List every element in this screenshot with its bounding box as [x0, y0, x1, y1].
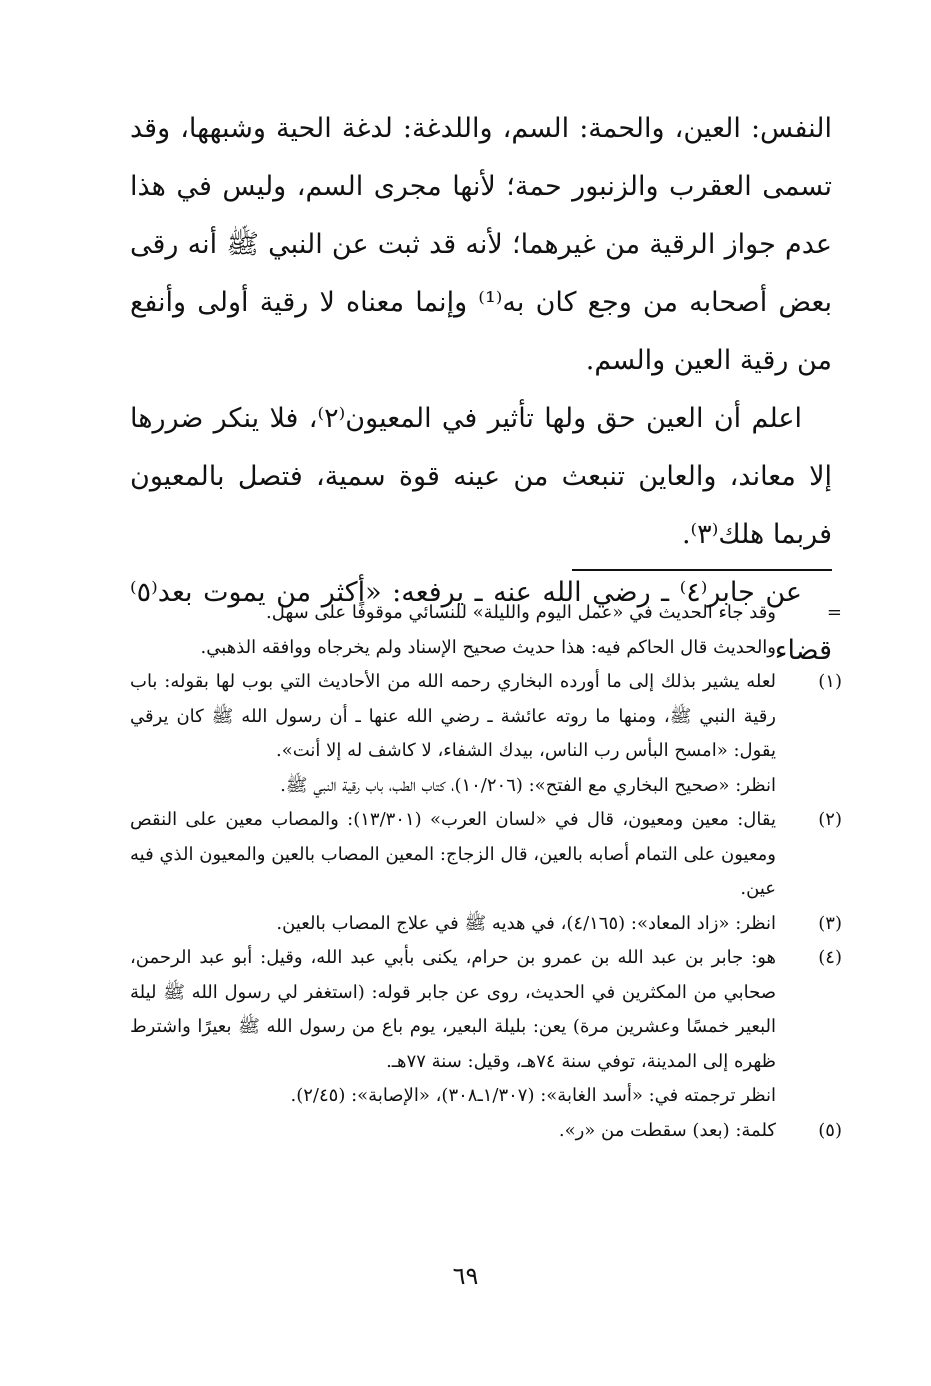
- footnote-text: كلمة: (بعد) سقطت من «ر».: [558, 1119, 776, 1141]
- footnote-text: يقال: معين ومعيون، قال في «لسان العرب» (١٣/٣٠١): والمصاب معين على النقص ومعيون على التمام أصابه بالعين، قال الزجاج: المعين المصاب بالعين والمعيون الذي فيه عين.: [130, 809, 776, 899]
- footnote-number: (٣): [818, 912, 842, 934]
- continuation-line-1: وقد جاء الحديث في «عمل اليوم والليلة» للنسائي موقوفًا على سهل.: [265, 602, 776, 623]
- footnote-text: لعله يشير بذلك إلى ما أورده البخاري رحمه الله من الأحاديث التي بوب لها بقوله: باب رقية النبي ﷺ، ومنها ما روته عائشة ـ رضي الله عنها ـ أن رسول الله ﷺ كان يرقي يقول: «امسح البأس رب الناس، بيدك الشفاء، لا كاشف له إلا أنت».: [130, 671, 776, 761]
- footnote-text: انظر: «زاد المعاد»: (٤/١٦٥)، في هديه ﷺ في علاج المصاب بالعين.: [276, 912, 776, 934]
- footnote-number: (٤): [818, 947, 842, 968]
- footnote-text: هو: جابر بن عبد الله بن عمرو بن حرام، يكنى بأبي عبد الله، وقيل: أبو عبد الرحمن، صحابي من المكثرين في الحديث، روى عن جابر قوله: (استغفر لي رسول الله ﷺ ليلة البعير خمسًا وعشرين مرة) يعن: بليلة البعير، يوم باع من رسول الله ﷺ بعيرًا واشترط ظهره إلى المدينة، توفي سنة ٧٤هـ، وقيل: سنة ٧٧هـ.: [130, 947, 776, 1072]
- footnote-separator: [572, 569, 832, 571]
- footnote-1: [130, 665, 842, 803]
- footnote-5: [130, 1114, 842, 1149]
- continuation-mark: =: [826, 602, 842, 623]
- footnote-continuation: [130, 596, 842, 631]
- paragraph-3: عن جابر⁽٤⁾ ـ رضي الله عنه ـ يرفعه: «أكثر من يموت بعد⁽٥⁾ قضاء: [130, 577, 832, 666]
- footnote-reference: انظر: «صحيح البخاري مع الفتح»: (١٠/٢٠٦)، كتاب الطب، باب رقية النبي ﷺ.: [280, 774, 776, 796]
- footnote-number: (٥): [818, 1119, 842, 1141]
- paragraph-1: النفس: العين، والحمة: السم، واللدغة: لدغة الحية وشبهها، وقد تسمى العقرب والزنبور حمة؛ لأنها مجرى السم، وليس في هذا عدم جواز الرقية من غيرهما؛ لأنه قد ثبت عن النبي ﷺ أنه رقى بعض أصحابه من وجع كان به⁽¹⁾ وإنما معناه لا رقية أولى وأنفع من رقية العين والسم.: [130, 113, 832, 376]
- footnote-number: (٢): [818, 809, 842, 830]
- footnote-3: [130, 907, 842, 942]
- footnote-reference: انظر ترجمته في: «أسد الغابة»: (١/٣٠٧ـ٣٠٨)، «الإصابة»: (٢/٤٥).: [290, 1085, 776, 1106]
- footnote-number: (١): [818, 671, 842, 692]
- page-number: ٦٩: [452, 1262, 479, 1290]
- footnote-continuation-2: [130, 631, 842, 666]
- main-text: [130, 100, 832, 680]
- continuation-line-2: والحديث قال الحاكم فيه: هذا حديث صحيح الإسناد ولم يخرجاه ووافقه الذهبي.: [200, 636, 776, 658]
- footnote-2: [130, 803, 842, 907]
- footnote-4: [130, 941, 842, 1114]
- footnotes: [130, 596, 842, 1148]
- paragraph-2: اعلم أن العين حق ولها تأثير في المعيون⁽٢⁾، فلا ينكر ضررها إلا معاند، والعاين تنبعث من عينه قوة سمية، فتصل بالمعيون فربما هلك⁽٣⁾.: [130, 403, 832, 550]
